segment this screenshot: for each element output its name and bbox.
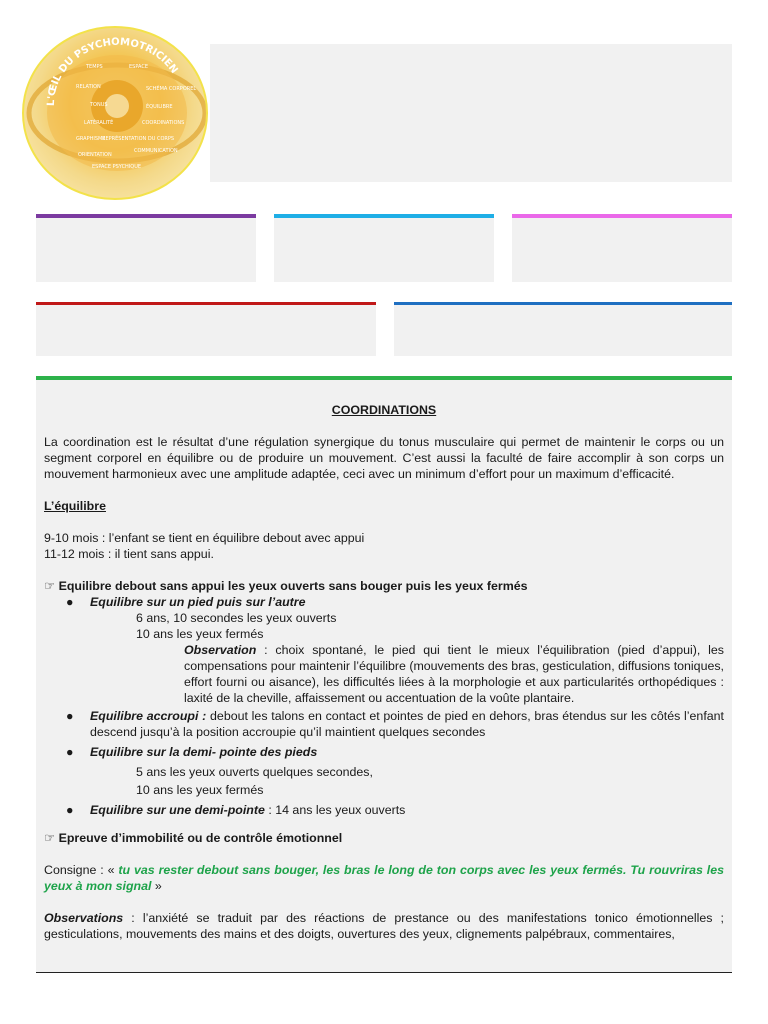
card-5 <box>394 302 732 356</box>
logo-word: ESPACE PSYCHIQUE <box>92 164 142 170</box>
logo-word: LATÉRALITÉ <box>84 120 114 126</box>
obs2-text: : l’anxiété se traduit par des réactions de prestance ou des manifestations tonico émotionnelles ; gesticulations, mouvements des mains et des doigts, ouvertures des yeux, clignements palpébraux, commentaires, <box>44 911 724 941</box>
age-11-12: 11-12 mois : il tient sans appui. <box>44 547 214 561</box>
intro-paragraph: La coordination est le résultat d’une régulation synergique du tonus musculaire qui permet de maintenir le corps ou un segment corporel en équilibre ou de produire un mouvement. C’est aussi la faculté de faire accomplir à son corps un mouvement harmonieux avec une amplitude adaptée, ceci avec un minimum d’effort pour un maximum d’efficacité. <box>44 435 724 481</box>
b3-line2: 10 ans les yeux fermés <box>136 783 264 797</box>
card-4 <box>36 302 376 356</box>
card-1 <box>36 214 256 282</box>
eye-illustration <box>24 28 208 200</box>
card-5-top-border <box>394 302 732 305</box>
observations-paragraph <box>44 910 724 942</box>
logo-ring-text: L'ŒIL DU PSYCHOMOTRICIEN <box>45 36 180 107</box>
logo-word: TONUS <box>90 102 108 108</box>
test1-title: Equilibre debout sans appui les yeux ouverts sans bouger puis les yeux fermés <box>58 579 528 593</box>
card-2 <box>274 214 494 282</box>
card-1-top-border <box>36 214 256 218</box>
logo-word: ORIENTATION <box>78 152 112 158</box>
logo-word: ESPACE <box>129 64 149 70</box>
card-4-top-border <box>36 302 376 305</box>
equilibre-heading: L’équilibre <box>44 499 106 513</box>
bottom-rule <box>36 972 732 973</box>
list-item: ● Equilibre sur une demi-pointe : 14 ans les yeux ouverts <box>66 803 406 817</box>
list-item: ● Equilibre sur la demi- pointe des pieds <box>66 745 318 759</box>
b3-line1: 5 ans les yeux ouverts quelques secondes, <box>136 765 373 779</box>
obs2-label: Observations <box>44 911 124 925</box>
observation-paragraph <box>44 642 724 706</box>
consigne-text: tu vas rester debout sans bouger, les bras le long de ton corps avec les yeux fermés. Tu rouvriras les yeux à mon signal <box>44 863 724 893</box>
b2-text: debout les talons en contact et pointes de pied en dehors, bras étendus sur les côtés l’enfant descend jusqu’à la position accroupie qu’il maintient quelques secondes <box>90 709 724 739</box>
test1-heading <box>44 578 724 594</box>
b1-title: Equilibre sur un pied puis sur l’autre <box>90 595 306 609</box>
main-content-panel <box>36 376 732 972</box>
b4-text: : 14 ans les yeux ouverts <box>264 803 406 817</box>
logo-word: REPRÉSENTATION DU CORPS <box>102 136 175 142</box>
b1-line1: 6 ans, 10 secondes les yeux ouverts <box>136 611 337 625</box>
age-9-10: 9-10 mois : l’enfant se tient en équilibre debout avec appui <box>44 531 365 545</box>
logo-word: SCHÉMA CORPOREL <box>146 86 197 92</box>
b3-title: Equilibre sur la demi- pointe des pieds <box>90 745 318 759</box>
list-item: ● Equilibre accroupi : debout les talons en contact et pointes de pied en dehors, bras étendus sur les côtés l’enfant descend jusqu’à la position accroupie qu’il maintient quelques secondes <box>66 709 724 739</box>
card-3-top-border <box>512 214 732 218</box>
section-title: COORDINATIONS <box>331 403 437 417</box>
logo-word: COMMUNICATION <box>134 148 178 154</box>
logo-word: ÉQUILIBRE <box>146 104 173 110</box>
test2-heading <box>44 830 724 846</box>
consigne-end: » <box>151 879 162 893</box>
hand-icon: ☞ <box>44 579 56 593</box>
obs-label: Observation <box>184 643 257 657</box>
hand-icon: ☞ <box>44 831 56 845</box>
card-3 <box>512 214 732 282</box>
obs-text: : choix spontané, le pied qui tient le mieux l’équilibration (pied d’appui), les compensations pour maintenir l’équilibre (mouvements des bras, gesticulation, diffusions toniques, effort fourni ou aisance), les difficultés liées à la morphologie et aux particularités orthopédiques : laxité de la cheville, affaissement ou accentuation de la voûte plantaire. <box>184 643 724 705</box>
b2-title: Equilibre accroupi : <box>90 709 207 723</box>
logo-word: RELATION <box>76 84 101 90</box>
consigne-paragraph <box>44 862 724 894</box>
logo-word: COORDINATIONS <box>142 120 185 126</box>
b1-line2: 10 ans les yeux fermés <box>136 627 264 641</box>
consigne-label: Consigne : « <box>44 863 119 877</box>
logo-word: GRAPHISME <box>76 136 106 142</box>
logo-word: TEMPS <box>86 64 103 70</box>
card-2-top-border <box>274 214 494 218</box>
header-box <box>210 44 732 182</box>
list-item: ● Equilibre sur un pied puis sur l’autre <box>66 595 306 609</box>
b4-title: Equilibre sur une demi-pointe <box>90 803 265 817</box>
test2-title: Epreuve d’immobilité ou de contrôle émotionnel <box>58 831 343 845</box>
logo <box>22 26 208 200</box>
